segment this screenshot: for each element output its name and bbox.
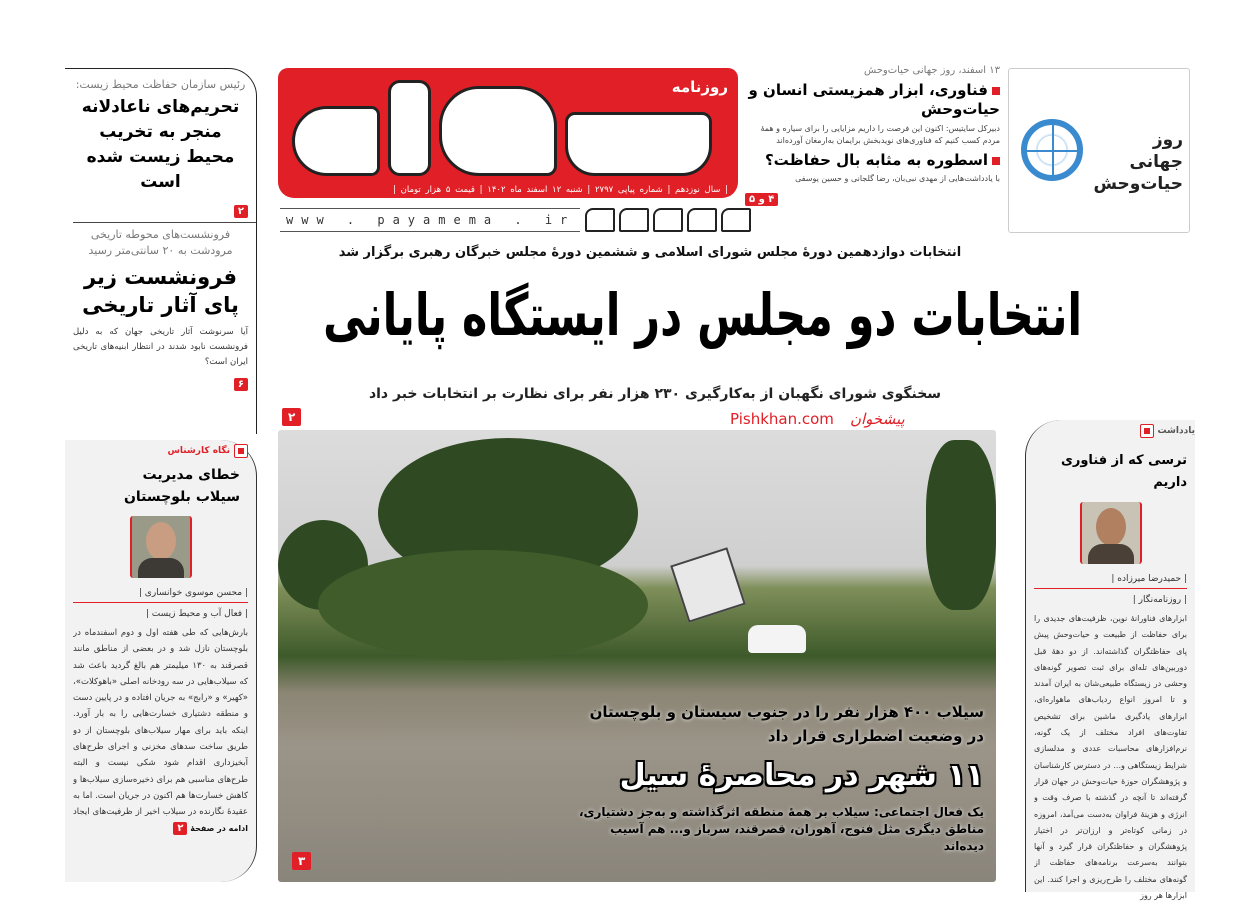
opinion-title[interactable]: خطای مدیریت سیلاب بلوچستان — [123, 467, 240, 505]
opinion-body: ابزارهای فناورانهٔ نوین، ظرفیت‌های جدیدی را برای حفاظت از طبیعت و حیات‌وحش پیش پای حفاظتگران گذاشته‌اند. از دو دههٔ قبل دوربین‌های تله‌ای برای ثبت تصویر گونه‌های وحشی در زیستگاه طبیعی‌شان به ایران آمدند و تا امروز انواع ردیاب‌های ماهواره‌ای، ابزارهای یادگیری ماشین برای تشخیص تفاوت‌های افراد مختلف از یک گونه، نرم‌افزارهای محاسبات عددی و مدلسازی شرایط زیستگاهی و... در دسترس کارشناسان و پژوهشگران حوزهٔ حیات‌وحش در جهان قرار گرفته‌اند تا آنچه در گذشته با صرف وقت و انرژی و هزینهٔ فراوان به‌دست می‌آمد، امروزه در زمانی کوتاه‌تر و ارزان‌تر در اختیار پژوهشگران و حفاظتگران قرار گیرد و آنها بتوانند به‌سرعت برنامه‌های حفاظت از گونه‌های مختلف را طرح‌ریزی و اجرا کنند. این ابزارها هر روز — [1034, 614, 1187, 901]
flood-headline[interactable]: ۱۱ شهر در محاصرهٔ سیل — [619, 758, 984, 793]
news-summary: آیا سرنوشت آثار تاریخی جهان که به دلیل فرونشست نابود شدند در انتظار ابنیه‌های تاریخی ایران است؟ — [73, 327, 248, 367]
author-name: | حمیدرضا میرزاده | — [1034, 570, 1187, 589]
news-headline-technology[interactable]: فناوری، ابزار همزیستی انسان و حیات‌وحش — [748, 81, 1000, 118]
column-tag-icon — [234, 444, 248, 458]
expert-view-column — [65, 440, 257, 882]
page-badge[interactable]: ۴ و ۵ — [745, 193, 778, 206]
page-badge[interactable]: ۳ — [292, 852, 311, 870]
left-news-column — [65, 68, 257, 434]
daily-label: روزنامه — [671, 78, 728, 96]
flood-kicker: سیلاب ۴۰۰ هزار نفر را در جنوب سیستان و بلوچستان در وضعیت اضطراری قرار داد — [589, 703, 984, 745]
watermark-script: پیشخوان — [850, 410, 905, 428]
news-kicker: ۱۳ اسفند، روز جهانی حیات‌وحش — [863, 65, 1000, 76]
page-badge[interactable]: ۲ — [282, 408, 301, 426]
issue-info: | سال نوزدهم | شماره پیاپی ۲۷۹۷ | شنبه ۱۲ اسفند ماه ۱۴۰۲ | قیمت ۵ هزار تومان | — [393, 185, 728, 195]
author-role: | روزنامه‌نگار | — [1132, 595, 1187, 605]
truck — [670, 547, 746, 623]
author-photo — [1080, 502, 1142, 564]
flood-photo[interactable] — [278, 430, 996, 882]
column-tag — [1034, 420, 1195, 442]
column-tag-icon — [1140, 424, 1154, 438]
author-photo — [130, 516, 192, 578]
page-badge[interactable]: ۲ — [234, 205, 248, 218]
news-summary: با یادداشت‌هایی از مهدی نبی‌بان، رضا گلجانی و حسین یوسفی — [795, 174, 1000, 183]
news-kicker: فرونشست‌های محوطه تاریخی مرودشت به ۲۰ سانتی‌متر رسید — [88, 228, 233, 257]
opinion-body: بارش‌هایی که طی هفته اول و دوم اسفندماه در بلوچستان نازل شد و در بعضی از مناطق مانند قصرقند به ۱۳۰ میلیمتر هم بالغ گردید باعث شد که سیلاب‌هایی در سه رودخانه اصلی «باهوکلات»، «کهیر» و «رابج» به جریان افتاده و در پایین دست و منطقه دشتیاری خسارت‌هایی را به بار آورد. اینکه باید برای مهار سیلاب‌های بلوچستان از دو طریق ساخت سدهای مخزنی و اجرای طرح‌های آبخیزداری اقدام شود شکی نیست و البته طرح‌های مناسبی هم برای ذخیره‌سازی سیلاب‌ها و کاهش خسارت‌ها هم اکنون در جریان است. اما به عقیدهٔ نگارنده در سیلاب اخیر از ظرفیت‌های ایجاد — [73, 628, 248, 818]
news-headline-sanctions[interactable]: تحریم‌های ناعادلانه منجر به تخریب محیط زیست شده است — [81, 97, 240, 192]
note-column — [1025, 420, 1195, 901]
news-summary: دبیرکل سایتیس: اکنون این فرصت را داریم مزایایی را برای سیاره و همهٔ مردم کسب کنیم که فناوری‌های نویدبخش برایمان به‌ارمغان آورده‌اند — [760, 124, 1000, 145]
logo-text: روز جهانی حیات‌وحش — [1093, 130, 1183, 194]
opinion-title[interactable]: ترسی که از فناوری داریم — [1060, 453, 1187, 490]
page-badge[interactable]: ۲ — [173, 822, 187, 835]
website-url[interactable]: www . payamema . ir — [280, 208, 580, 232]
news-headline-subsidence[interactable]: فرونشست زیر پای آثار تاریخی — [82, 265, 239, 317]
top-right-news — [745, 64, 1000, 206]
column-tag — [73, 440, 248, 462]
bullet-icon — [992, 87, 1000, 95]
watermark: Pishkhan.com — [730, 410, 834, 428]
lead-supertitle: انتخابات دوازدهمین دورهٔ مجلس شورای اسلامی و ششمین دورهٔ مجلس خبرگان رهبری برگزار شد — [338, 245, 962, 260]
logo-boxes-decoration — [585, 208, 751, 232]
column-tag-label: یادداشت — [1157, 426, 1195, 436]
page-badge[interactable]: ۶ — [234, 378, 248, 391]
author-name: | محسن موسوی خوانساری | — [73, 584, 248, 603]
globe-icon — [1021, 119, 1083, 181]
masthead[interactable] — [278, 68, 738, 198]
lead-subtitle: سخنگوی شورای نگهبان از به‌کارگیری ۲۳۰ هزار نفر برای نظارت بر انتخابات خبر داد — [368, 386, 942, 402]
newspaper-logo — [292, 78, 712, 176]
car — [748, 625, 806, 653]
column-tag-label: نگاه کارشناس — [167, 446, 230, 456]
author-role: | فعال آب و محیط زیست | — [145, 609, 248, 619]
lead-headline[interactable]: انتخابات دو مجلس در ایستگاه پایانی — [323, 281, 1083, 349]
news-kicker: رئیس سازمان حفاظت محیط زیست: — [75, 78, 246, 91]
wildlife-day-logo — [1008, 68, 1190, 233]
continue-label: ادامه در صفحهٔ — [190, 824, 248, 833]
bullet-icon — [992, 157, 1000, 165]
news-headline-myth[interactable]: اسطوره به مثابه بال حفاظت؟ — [745, 151, 1000, 170]
flood-summary: یک فعال اجتماعی: سیلاب بر همهٔ منطقه اثرگذاشته و به‌جز دشتیاری، مناطق دیگری مثل فنوج، آهوران، قصرقند، سرباز و... هم آسیب دیده‌اند — [578, 805, 984, 853]
